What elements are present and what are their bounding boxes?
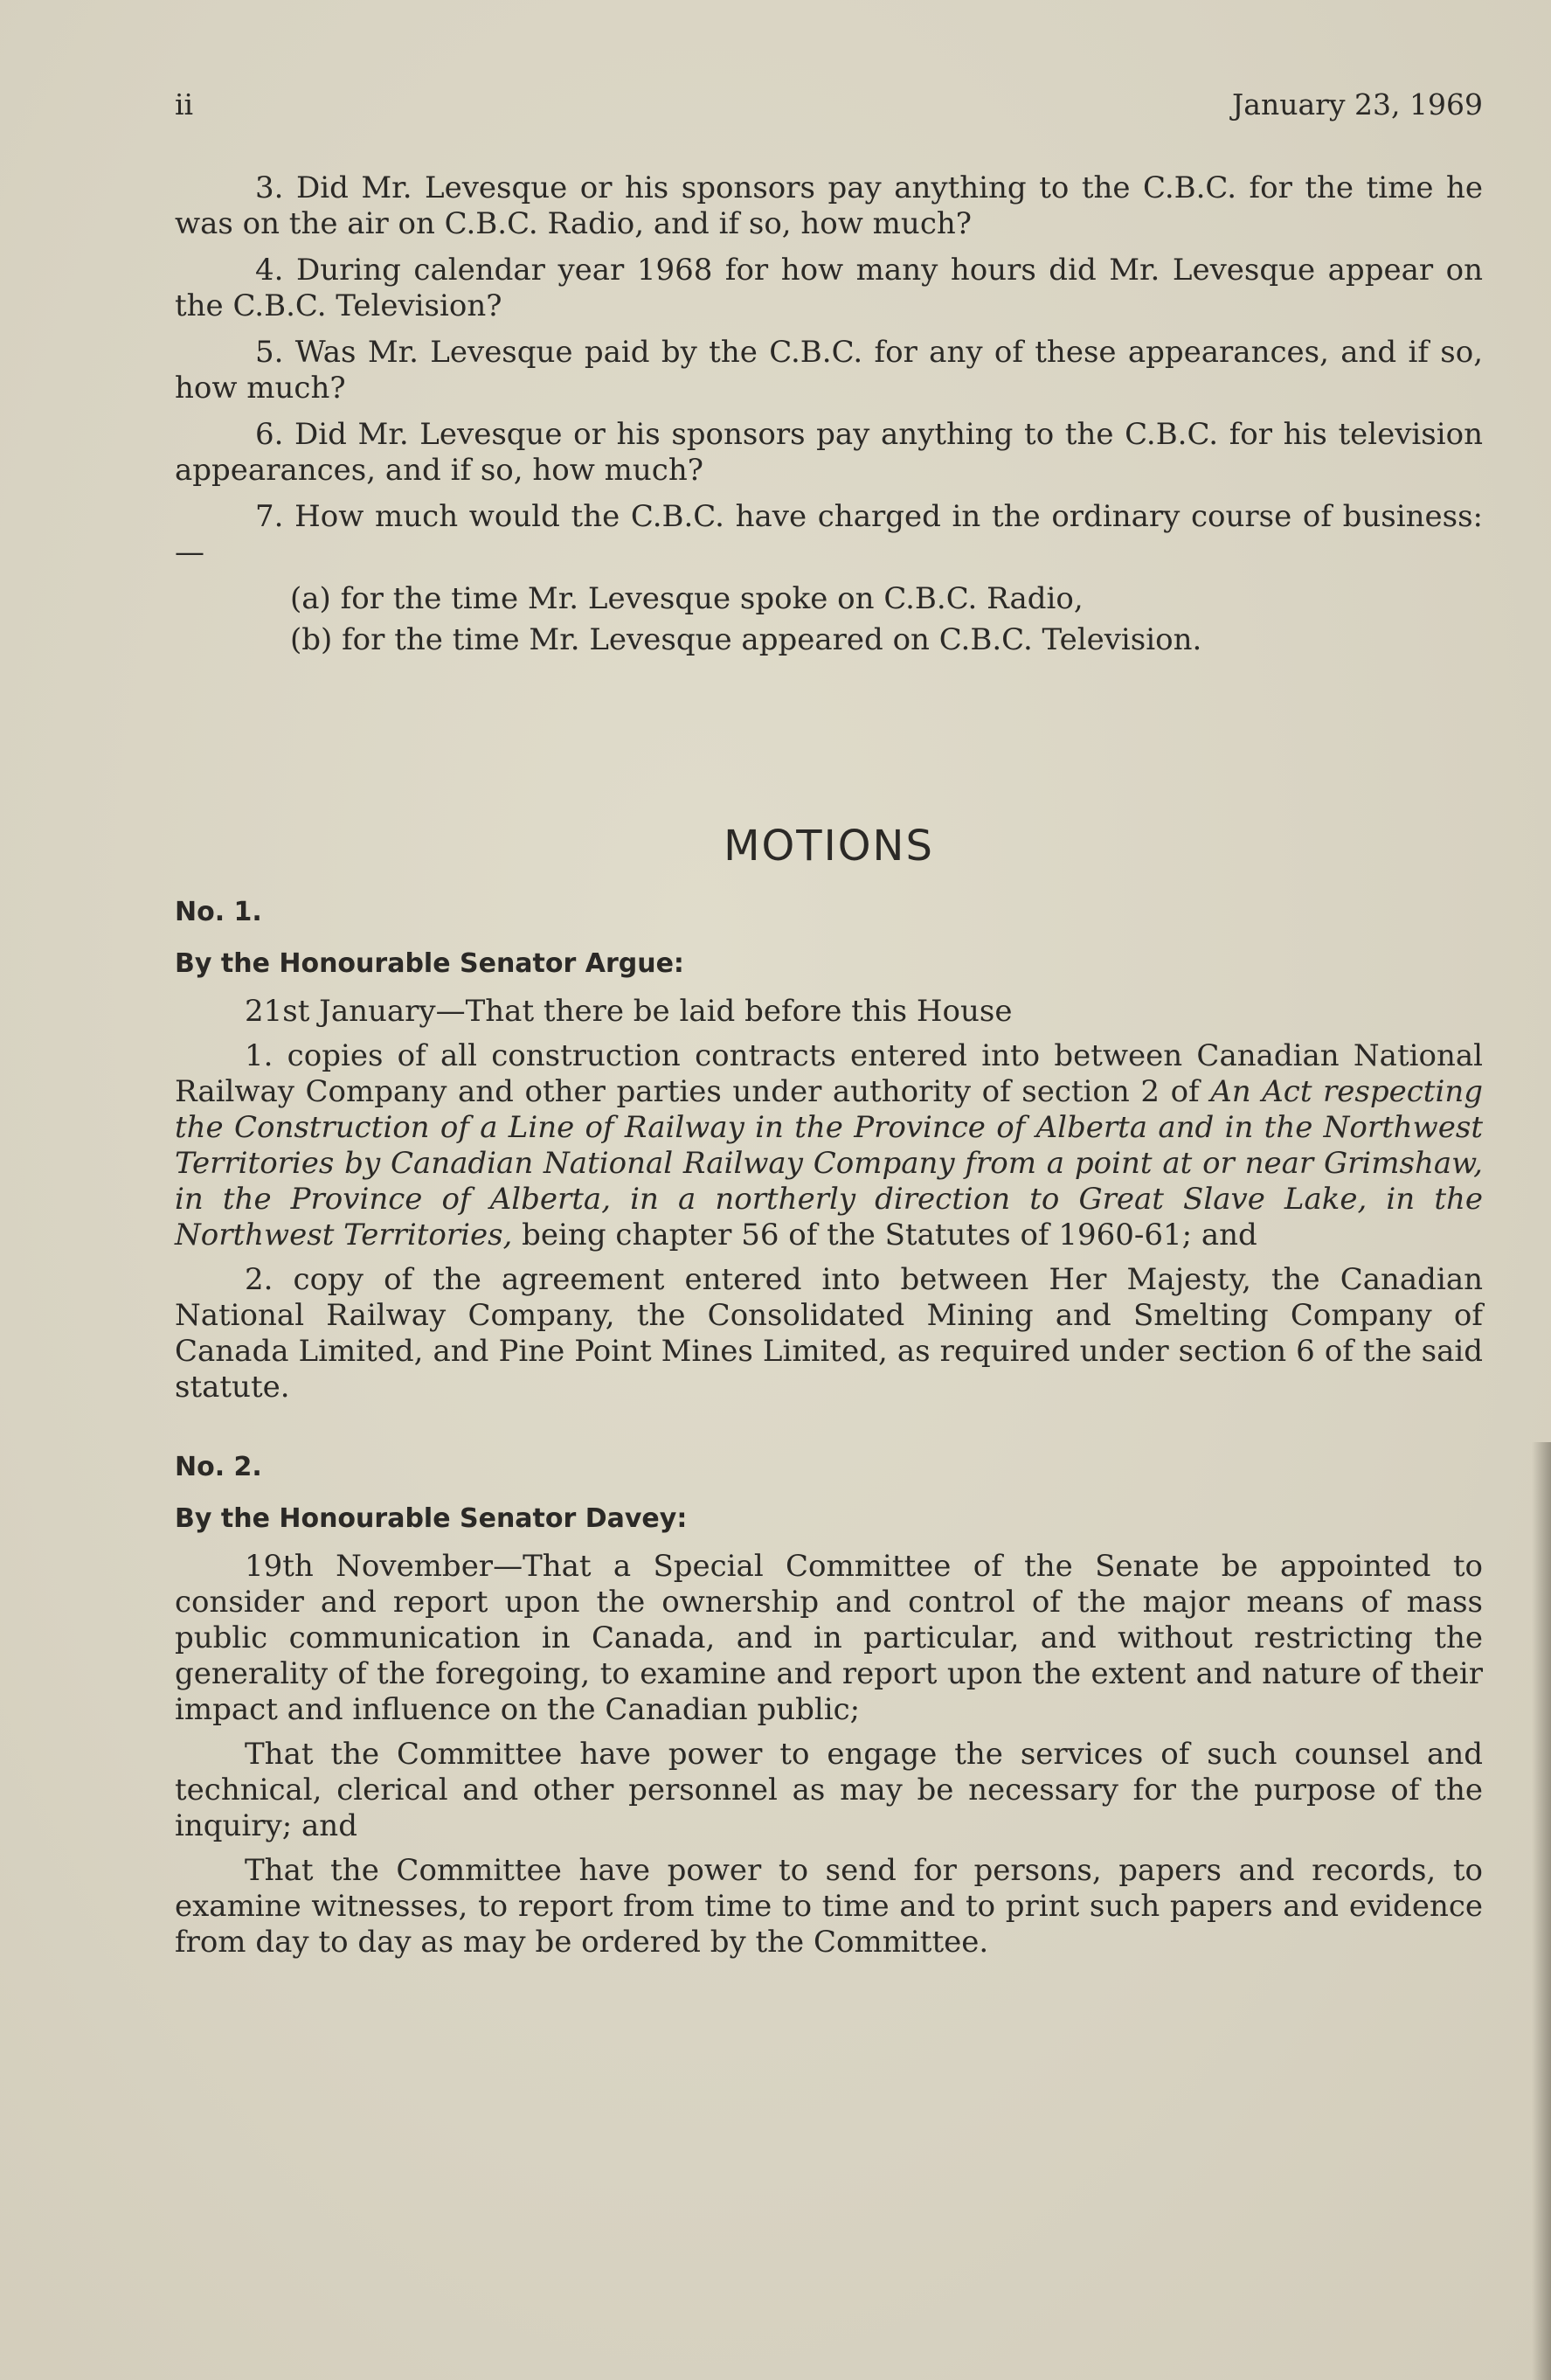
motion-1-item-2: 2. copy of the agreement entered into between Her Majesty, the Canadian National Railway Company, the Consolidated Mining and Smelting Company of Canada Limited, and Pine Point Mines Limited, as required under section 6 of the said statute.: [175, 1262, 1483, 1405]
question-7-part-a: (a) for the time Mr. Levesque spoke on C.B.C. Radio,: [290, 581, 1084, 616]
spacer: [175, 1414, 1483, 1449]
motion-1-item-1: [175, 1038, 1483, 1253]
motion-2-paragraph: 19th November—That a Special Committee of the Senate be appointed to consider and report upon the ownership and control of the major means of mass public communication in Canada, and in particular, and without restricting the generality of the foregoing, to examine and report upon the extent and nature of their impact and influence on the Canadian public;: [175, 1549, 1483, 1727]
page-edge-shadow: [1532, 1442, 1551, 2380]
question-5: 5. Was Mr. Levesque paid by the C.B.C. for any of these appearances, and if so, how much?: [175, 335, 1483, 406]
motion-2-paragraph: That the Committee have power to engage the services of such counsel and technical, clerical and other personnel as may be necessary for the purpose of the inquiry; and: [175, 1737, 1483, 1843]
motions-heading: MOTIONS: [724, 822, 934, 871]
question-7-part-b: (b) for the time Mr. Levesque appeared on C.B.C. Television.: [290, 622, 1202, 657]
motion-1-item-1-end: being chapter 56 of the Statutes of 1960-61; and: [522, 1218, 1257, 1252]
question-6: 6. Did Mr. Levesque or his sponsors pay anything to the C.B.C. for his television appearances, and if so, how much?: [175, 417, 1483, 488]
motion-1-item-1-start: 1. copies of all construction contracts entered into between Canadian National Railway Company and other parties under authority of section 2 of: [175, 1038, 1483, 1109]
motion-1-act-title: An Act respecting the Construction of a Line of Railway in the Province of Alberta and in the Northwest Territories by Canadian National Railway Company from a point at or near Grimshaw, in the Province of Alberta, in a northerly direction to Great Slave Lake, in the Northwest Territories,: [175, 1074, 1483, 1252]
motion-1-intro: 21st January—That there be laid before this House: [245, 994, 1013, 1029]
motion-1-mover: By the Honourable Senator Argue:: [175, 948, 684, 979]
motion-2-number: No. 2.: [175, 1452, 262, 1482]
page-header: [175, 87, 1483, 131]
page-date: January 23, 1969: [1232, 87, 1483, 121]
motion-2: [175, 1449, 1483, 1960]
motion-2-paragraph: That the Committee have power to send for persons, papers and records, to examine witnesses, to report from time to time and to print such papers and evidence from day to day as may be ordered by the Committee.: [175, 1853, 1483, 1960]
motion-2-mover: By the Honourable Senator Davey:: [175, 1503, 688, 1534]
motion-1-number: No. 1.: [175, 897, 262, 927]
page-folio: ii: [175, 87, 194, 121]
question-3: 3. Did Mr. Levesque or his sponsors pay anything to the C.B.C. for the time he was on the air on C.B.C. Radio, and if so, how much?: [175, 170, 1483, 241]
page-content: [175, 170, 1483, 1969]
motion-1: [175, 894, 1483, 1405]
question-4: 4. During calendar year 1968 for how many hours did Mr. Levesque appear on the C.B.C. Television?: [175, 253, 1483, 323]
question-7: 7. How much would the C.B.C. have charged in the ordinary course of business:—: [175, 499, 1483, 570]
